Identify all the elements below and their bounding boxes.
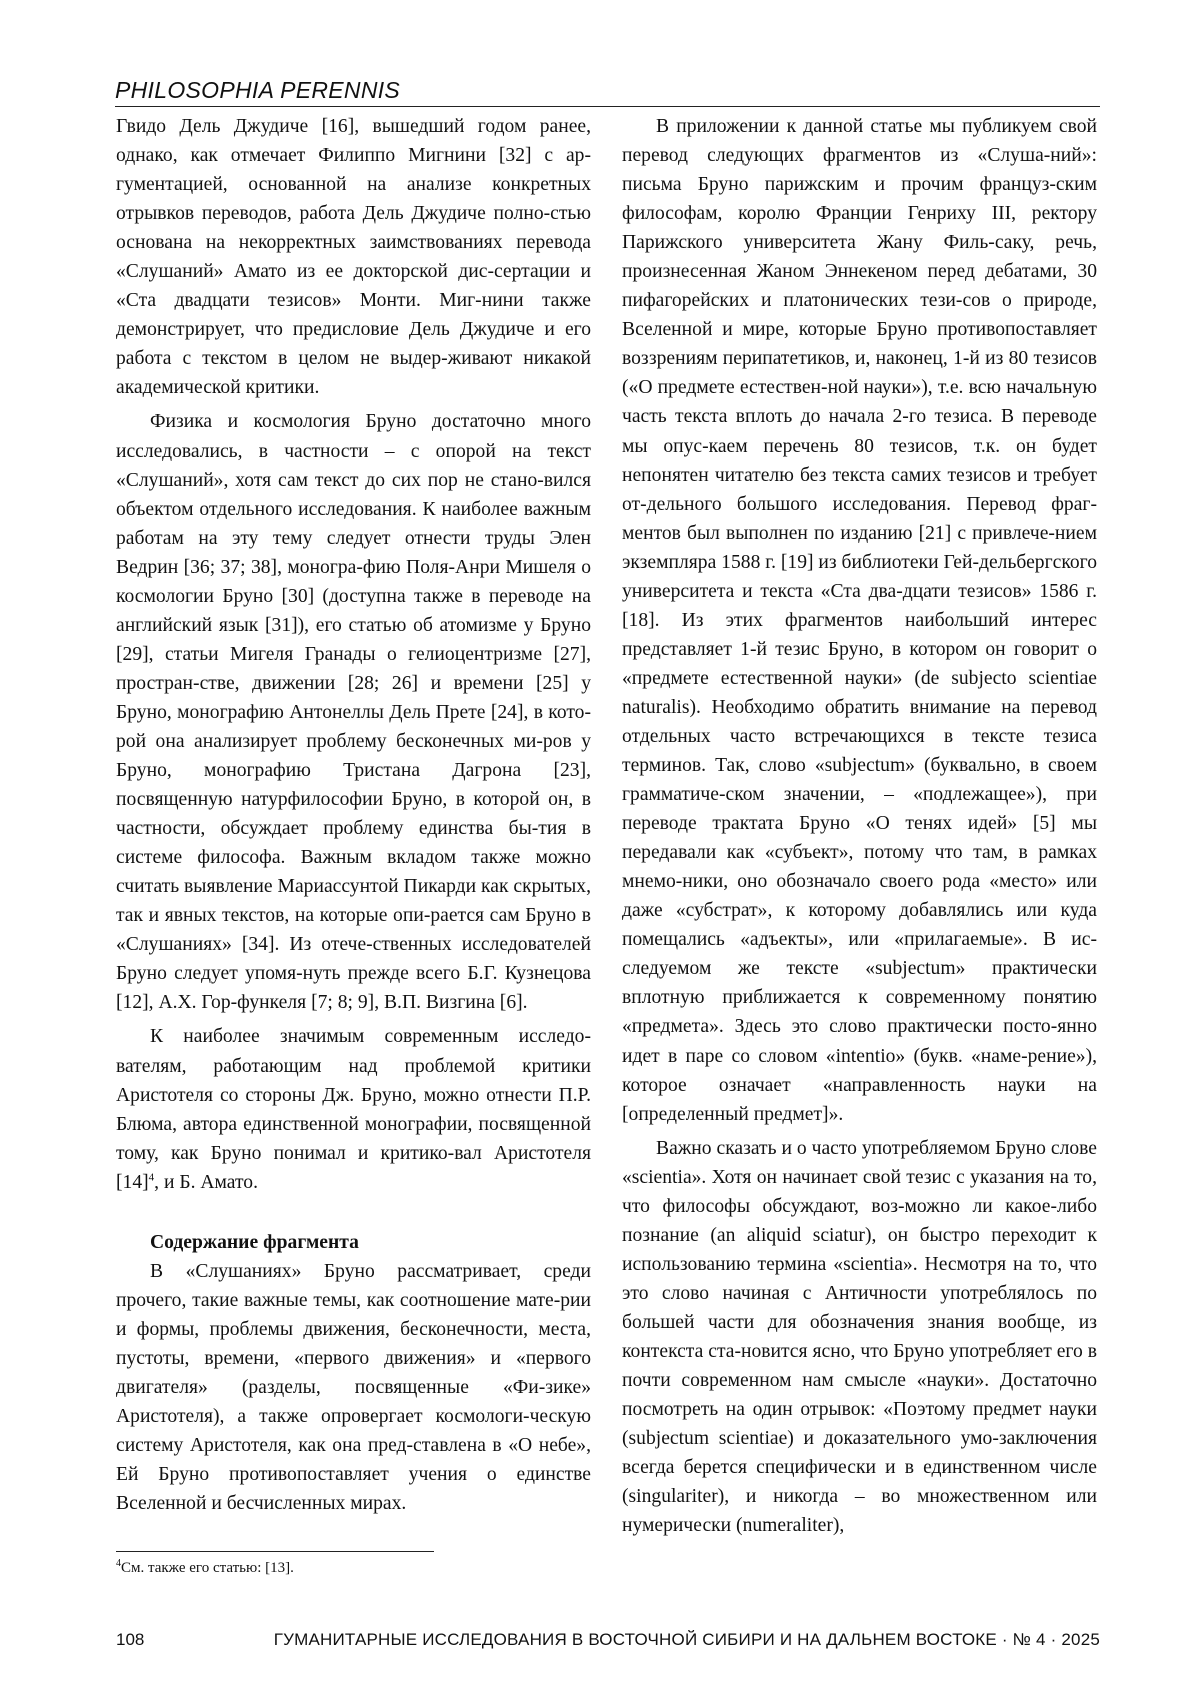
left-column [116,112,591,1518]
running-head: PHILOSOPHIA PERENNIS [115,76,1100,107]
paragraph-physics-cosmology: Физика и космология Бруно достаточно много исследовались, в частности – с опорой на текст «Слушаний», хотя сам текст до сих пор не стано-вился объектом отдельного исследования. К наиболее важным работам на эту тему следует отнести труды Элен Ведрин [36; 37; 38], моногра-фию Поля-Анри Мишеля о космологии Бруно [30] (доступна также в переводе на английский язык [31]), его статью об атомизме у Бруно [29], статьи Мигеля Гранады о гелиоцентризме [27], простран-стве, движении [28; 26] и времени [25] у Бруно, монографию Антонеллы Дель Прете [24], в кото-рой она анализирует проблему бесконечных ми-ров у Бруно, монографию Тристана Дагрона [23], посвященную натурфилософии Бруно, в которой он, в частности, обсуждает проблему единства бы-тия в системе философа. Важным вкладом также можно считать выявление Мариассунтой Пикарди как скрытых, так и явных текстов, на которые опи-рается сам Бруно в «Слушаниях» [34]. Из отече-ственных исследователей Бруно следует упомя-нуть прежде всего Б.Г. Кузнецова [12], А.Х. Гор-функеля [7; 8; 9], В.П. Визгина [6]. [116,411,591,1014]
paragraph-text-end: , и Б. Амато. [154,1171,258,1193]
page-number: 108 [116,1630,145,1649]
paragraph-text: К наиболее значимым современным исследо-вателям, работающим над проблемой критики Аристотеля со стороны Дж. Бруно, можно отнести П.Р. Блюма, автора единственной монографии, посвященной тому, как Бруно понимал и критико-вал Аристотеля [14] [116,1026,591,1193]
right-column [622,112,1097,1540]
footnote-text: См. также его статью: [13]. [121,1560,294,1576]
journal-title: ГУМАНИТАРНЫЕ ИССЛЕДОВАНИЯ В ВОСТОЧНОЙ СИБИРИ И НА ДАЛЬНЕМ ВОСТОКЕ · № 4 · 2025 [273,1630,1100,1649]
footnote-mark: 4 [116,1558,121,1569]
paragraph-scientia: Важно сказать и о часто употребляемом Бруно слове «scientia». Хотя он начинает свой тезис с указания на то, что философы обсуждают, воз-можно ли какое-либо познание (an aliquid sciatur), он быстро переходит к использованию термина «scientia». Несмотря на то, что это слово начиная с Античности употреблялось по большей части для обозначения знания вообще, из контекста ста-новится ясно, что Бруно употребляет его в почти современном нам смысле «науки». Достаточно посмотреть на один отрывок: «Поэтому предмет науки (subjectum scientiae) и доказательного умо-заключения всегда берется специфически и в единственном числе (singulariter), и никогда – во множественном или нумерически (numeraliter), [622,1137,1097,1537]
paragraph-aristotle-critics [116,1022,591,1196]
footnote-rule [116,1551,434,1552]
footnote-reference: 4 [148,1171,155,1184]
paragraph-fragment-content: В «Слушаниях» Бруно рассматривает, среди прочего, такие важные темы, как соотношение мате-рии и формы, проблемы движения, бесконечности, места, пустоты, времени, «первого движения» и «первого двигателя» (разделы, посвященные «Фи-зике» Аристотеля), а также опровергает космологи-ческую систему Аристотеля, как она пред-ставлена в «О небе», Ей Бруно противопоставляет учения о единстве Вселенной и бесчисленных мирах. [116,1260,591,1515]
paragraph-appendix: В приложении к данной статье мы публикуем свой перевод следующих фрагментов из «Слуша-ний»: письма Бруно парижским и прочим француз-ским философам, королю Франции Генриху III, ректору Парижского университета Жану Филь-саку, речь, произнесенная Жаном Эннекеном перед дебатами, 30 пифагорейских и платонических тези-сов о природе, Вселенной и мире, которые Бруно противопоставляет воззрениям перипатетиков, и, наконец, 1-й из 80 тезисов («О предмете естествен-ной науки»), т.е. всю начальную часть текста вплоть до начала 2-го тезиса. В переводе мы опус-каем перечень 80 тезисов, т.к. он будет непонятен читателю без текста самих тезисов и требует от-дельного большого исследования. Перевод фраг-ментов был выполнен по изданию [21] с привлече-нием экземпляра 1588 г. [19] из библиотеки Гей-дельбергского университета и текста «Ста два-дцати тезисов» 1586 г. [18]. Из этих фрагментов наибольший интерес представляет 1-й тезис Бруно, в котором он говорит о «предмете естественной науки» (de subjecto scientiae naturalis). Необходимо обратить внимание на перевод отдельных часто встречающихся в тексте тезиса терминов. Так, слово «subjectum» (буквально, в своем грамматиче-ском значении, – «подлежащее»), при переводе трактата Бруно «О тенях идей» [5] мы передавали как «субъект», потому что там, в рамках мнемо-ники, оно обозначало своего рода «место» или даже «субстрат», к которому добавлялись или куда помещались «адъекты», или «прилагаемые». В ис-следуемом же тексте «subjectum» практически вплотную приближается к современному понятию «предмета». Здесь это слово практически посто-янно идет в паре со словом «intentio» (букв. «наме-рение»), которое означает «направленность науки на [определенный предмет]». [622,116,1097,1125]
paragraph-continued: Гвидо Дель Джудиче [16], вышедший годом ранее, однако, как отмечает Филиппо Мигнини [32] с ар-гументацией, основанной на анализе конкретных отрывков переводов, работа Дель Джудиче полно-стью основана на некорректных заимствованиях перевода «Слушаний» Амато из ее докторской дис-сертации и «Ста двадцати тезисов» Монти. Миг-нини также демонстрирует, что предисловие Дель Джудиче и его работа с текстом в целом не выдер-живают никакой академической критики. [116,116,591,399]
footnote [116,1558,591,1578]
section-heading: Содержание фрагмента [150,1231,359,1253]
